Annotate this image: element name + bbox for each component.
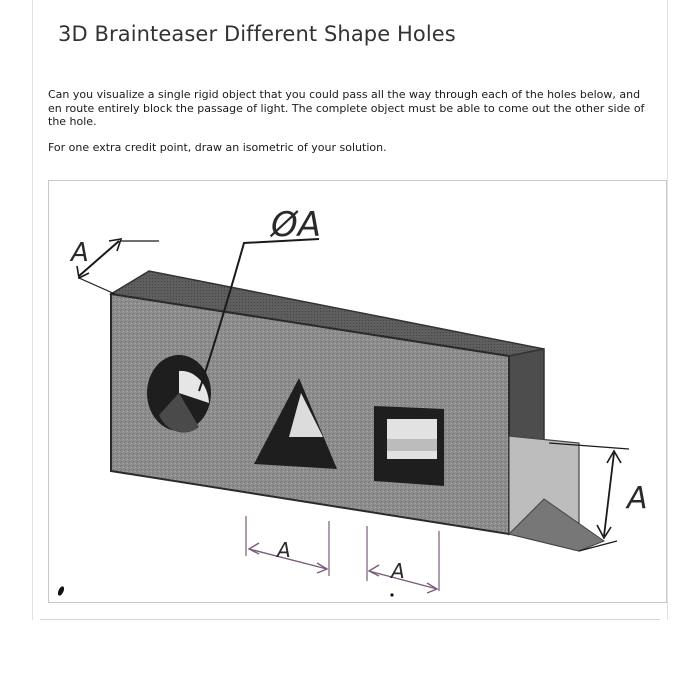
figure-container — [48, 180, 667, 603]
height-label: A — [627, 481, 648, 516]
bottom-divider — [40, 619, 660, 620]
diameter-label: ØA — [271, 205, 322, 245]
page-title: 3D Brainteaser Different Shape Holes — [58, 22, 456, 46]
square-width-label: A — [391, 559, 405, 583]
pen-mark — [57, 585, 66, 596]
extra-credit-note: For one extra credit point, draw an isometric of your solution. — [48, 141, 387, 154]
depth-label: A — [71, 238, 89, 268]
block-drawing — [49, 181, 668, 604]
height-dimension — [604, 453, 614, 536]
problem-description: Can you visualize a single rigid object that you could pass all the way through each of the holes below, and en route entirely block the passage of light. The complete object must be able to come out the other side of the hole. — [48, 88, 645, 128]
triangle-width-label: A — [277, 538, 291, 562]
